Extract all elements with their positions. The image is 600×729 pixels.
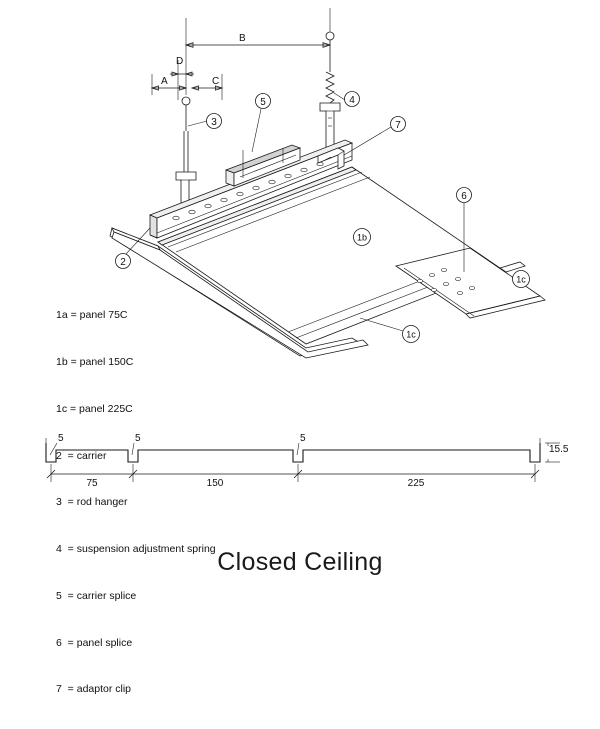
dimension-label-A: A — [161, 76, 168, 87]
legend-item-3: 3 = rod hanger — [56, 496, 128, 509]
section-height-label-1: 5 — [58, 433, 64, 444]
legend-item-1c: 1c = panel 225C — [56, 402, 133, 415]
legend-item-1a: 1a = panel 75C — [56, 309, 128, 322]
legend-item-4: 4 = suspension adjustment spring — [56, 543, 216, 556]
legend-item-6: 6 = panel splice — [56, 636, 133, 649]
section-width-label-75: 75 — [86, 478, 98, 489]
section-height-label-3: 5 — [300, 433, 306, 444]
top-dimension-group — [152, 8, 330, 100]
legend-item-2: 2 = carrier — [56, 449, 107, 462]
callout-label-1c-right: 1c — [516, 274, 526, 285]
callout-label-6: 6 — [461, 191, 467, 202]
dimension-label-C: C — [212, 76, 220, 87]
callout-label-7: 7 — [395, 120, 401, 131]
callout-label-1c-lower: 1c — [406, 329, 416, 340]
section-width-label-225: 225 — [407, 478, 425, 489]
legend-item-7: 7 = adaptor clip — [56, 683, 132, 696]
legend — [56, 277, 216, 729]
callout-label-5: 5 — [260, 97, 266, 108]
legend-item-1b: 1b = panel 150C — [56, 355, 134, 368]
section-width-label-150: 150 — [206, 478, 224, 489]
callout-label-4: 4 — [349, 95, 355, 106]
section-height-label-15-5: 15.5 — [549, 444, 569, 455]
legend-item-5: 5 = carrier splice — [56, 589, 137, 602]
callout-label-2: 2 — [120, 257, 126, 268]
section-height-label-2: 5 — [135, 433, 141, 444]
dimension-label-D: D — [176, 56, 184, 67]
figure-caption: Closed Ceiling — [217, 548, 383, 576]
dimension-label-B: B — [239, 33, 246, 44]
callout-label-3: 3 — [211, 117, 217, 128]
callout-label-1b: 1b — [356, 232, 368, 243]
